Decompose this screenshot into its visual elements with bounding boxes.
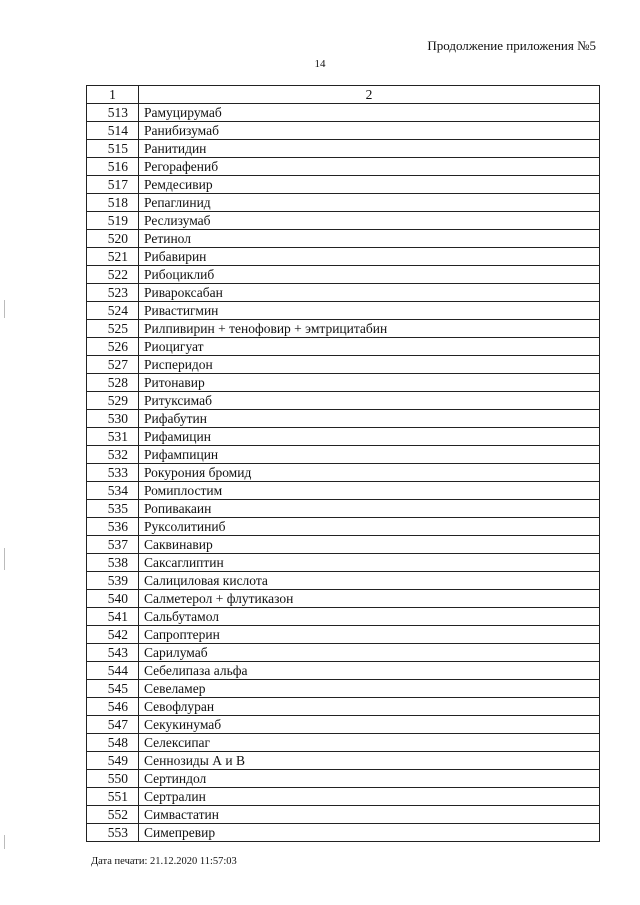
table-row: [87, 284, 600, 302]
drug-name: Рифабутин: [139, 410, 600, 428]
table-row: [87, 338, 600, 356]
drug-name: Сертиндол: [139, 770, 600, 788]
drug-name: Ривароксабан: [139, 284, 600, 302]
table-row: [87, 752, 600, 770]
table-row: [87, 356, 600, 374]
drug-name: Реслизумаб: [139, 212, 600, 230]
column-header-name: 2: [139, 86, 600, 104]
table-row: [87, 500, 600, 518]
drug-name: Ромиплостим: [139, 482, 600, 500]
row-number: 552: [87, 806, 139, 824]
row-number: 537: [87, 536, 139, 554]
table-row: [87, 788, 600, 806]
table-row: [87, 104, 600, 122]
drug-name: Ропивакаин: [139, 500, 600, 518]
row-number: 544: [87, 662, 139, 680]
row-number: 515: [87, 140, 139, 158]
table-row: [87, 122, 600, 140]
drug-name: Рифамицин: [139, 428, 600, 446]
row-number: 530: [87, 410, 139, 428]
row-number: 518: [87, 194, 139, 212]
drug-name: Ретинол: [139, 230, 600, 248]
row-number: 535: [87, 500, 139, 518]
table-row: [87, 608, 600, 626]
table-header-row: [87, 86, 600, 104]
drug-name: Сапроптерин: [139, 626, 600, 644]
row-number: 517: [87, 176, 139, 194]
table-row: [87, 410, 600, 428]
row-number: 545: [87, 680, 139, 698]
table-row: [87, 212, 600, 230]
table-row: [87, 518, 600, 536]
table-row: [87, 158, 600, 176]
table-row: [87, 824, 600, 842]
table-row: [87, 716, 600, 734]
row-number: 549: [87, 752, 139, 770]
drug-name: Сертралин: [139, 788, 600, 806]
row-number: 520: [87, 230, 139, 248]
drug-name: Рифампицин: [139, 446, 600, 464]
drug-name: Салметерол + флутиказон: [139, 590, 600, 608]
drug-name: Рамуцирумаб: [139, 104, 600, 122]
row-number: 516: [87, 158, 139, 176]
table-row: [87, 734, 600, 752]
table-row: [87, 230, 600, 248]
table-row: [87, 194, 600, 212]
table-row: [87, 572, 600, 590]
row-number: 548: [87, 734, 139, 752]
drug-name: Севофлуран: [139, 698, 600, 716]
drug-name: Рибавирин: [139, 248, 600, 266]
table-row: [87, 248, 600, 266]
table-row: [87, 428, 600, 446]
table-row: [87, 176, 600, 194]
drug-name: Сеннозиды А и В: [139, 752, 600, 770]
table-body: [87, 104, 600, 842]
drug-name: Рилпивирин + тенофовир + эмтрицитабин: [139, 320, 600, 338]
row-number: 538: [87, 554, 139, 572]
table-row: [87, 140, 600, 158]
drug-name: Саквинавир: [139, 536, 600, 554]
row-number: 532: [87, 446, 139, 464]
drug-name: Регорафениб: [139, 158, 600, 176]
table-row: [87, 680, 600, 698]
table-row: [87, 266, 600, 284]
row-number: 542: [87, 626, 139, 644]
row-number: 531: [87, 428, 139, 446]
row-number: 553: [87, 824, 139, 842]
scan-margin-mark: [4, 835, 5, 849]
scan-margin-mark: [4, 548, 5, 570]
table-row: [87, 590, 600, 608]
row-number: 536: [87, 518, 139, 536]
column-header-number: 1: [87, 86, 139, 104]
table-row: [87, 392, 600, 410]
row-number: 529: [87, 392, 139, 410]
table-row: [87, 446, 600, 464]
drug-name: Симепревир: [139, 824, 600, 842]
drug-name: Селексипаг: [139, 734, 600, 752]
table-row: [87, 482, 600, 500]
row-number: 522: [87, 266, 139, 284]
row-number: 527: [87, 356, 139, 374]
table-row: [87, 644, 600, 662]
row-number: 533: [87, 464, 139, 482]
drug-name: Репаглинид: [139, 194, 600, 212]
row-number: 543: [87, 644, 139, 662]
drug-name: Сарилумаб: [139, 644, 600, 662]
table-row: [87, 302, 600, 320]
drug-name: Салициловая кислота: [139, 572, 600, 590]
table-row: [87, 536, 600, 554]
drug-name: Ритуксимаб: [139, 392, 600, 410]
table-row: [87, 554, 600, 572]
row-number: 521: [87, 248, 139, 266]
drug-name: Рокурония бромид: [139, 464, 600, 482]
drug-list-table: [86, 85, 600, 842]
drug-name: Ранибизумаб: [139, 122, 600, 140]
row-number: 547: [87, 716, 139, 734]
row-number: 550: [87, 770, 139, 788]
row-number: 513: [87, 104, 139, 122]
row-number: 539: [87, 572, 139, 590]
table-row: [87, 374, 600, 392]
row-number: 514: [87, 122, 139, 140]
row-number: 534: [87, 482, 139, 500]
row-number: 519: [87, 212, 139, 230]
row-number: 524: [87, 302, 139, 320]
drug-name: Себелипаза альфа: [139, 662, 600, 680]
drug-name: Ривастигмин: [139, 302, 600, 320]
row-number: 551: [87, 788, 139, 806]
drug-name: Риоцигуат: [139, 338, 600, 356]
drug-name: Рибоциклиб: [139, 266, 600, 284]
row-number: 546: [87, 698, 139, 716]
row-number: 523: [87, 284, 139, 302]
drug-name: Рисперидон: [139, 356, 600, 374]
table-row: [87, 662, 600, 680]
drug-name: Сальбутамол: [139, 608, 600, 626]
scan-margin-mark: [4, 300, 5, 318]
drug-name: Ремдесивир: [139, 176, 600, 194]
table-row: [87, 626, 600, 644]
drug-name: Секукинумаб: [139, 716, 600, 734]
drug-name: Руксолитиниб: [139, 518, 600, 536]
drug-name: Ранитидин: [139, 140, 600, 158]
row-number: 528: [87, 374, 139, 392]
table-row: [87, 698, 600, 716]
row-number: 525: [87, 320, 139, 338]
drug-name: Саксаглиптин: [139, 554, 600, 572]
table-row: [87, 464, 600, 482]
row-number: 526: [87, 338, 139, 356]
drug-name: Ритонавир: [139, 374, 600, 392]
page-number: 14: [314, 58, 326, 70]
drug-name: Севеламер: [139, 680, 600, 698]
table-row: [87, 320, 600, 338]
row-number: 540: [87, 590, 139, 608]
row-number: 541: [87, 608, 139, 626]
table-row: [87, 806, 600, 824]
appendix-continuation-heading: Продолжение приложения №5: [427, 38, 596, 53]
table-row: [87, 770, 600, 788]
print-date: Дата печати: 21.12.2020 11:57:03: [91, 856, 237, 867]
drug-name: Симвастатин: [139, 806, 600, 824]
